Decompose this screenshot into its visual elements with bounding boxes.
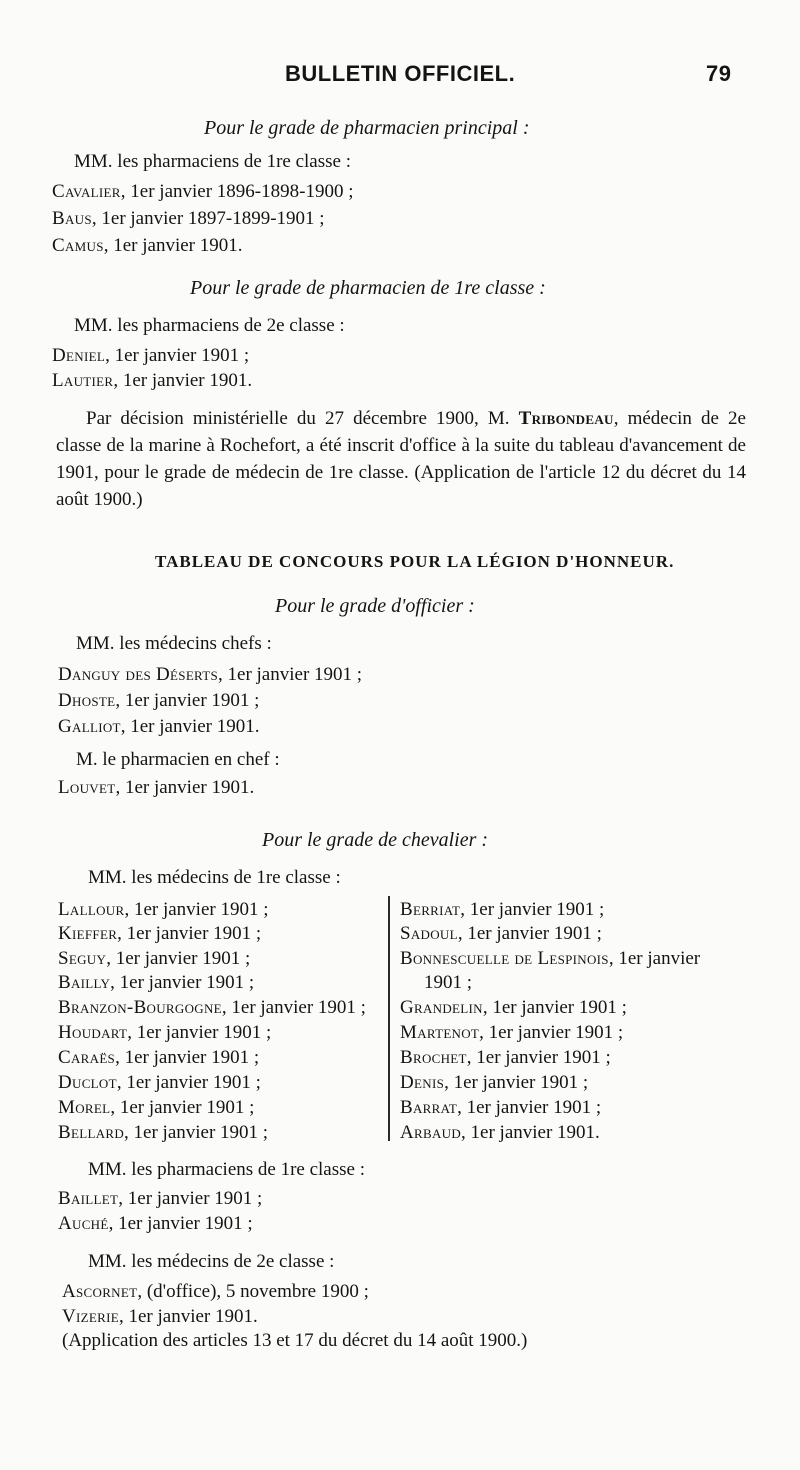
list-item: Branzon-Bourgogne, 1er janvier 1901 ; (58, 997, 366, 1018)
list-item: Bailly, 1er janvier 1901 ; (58, 972, 255, 993)
list-item: Caraës, 1er janvier 1901 ; (58, 1047, 260, 1068)
list-item: Barrat, 1er janvier 1901 ; (400, 1097, 602, 1118)
section-intro: MM. les pharmaciens de 1re classe : (74, 151, 351, 172)
list-item: Ascornet, (d'office), 5 novembre 1900 ; (62, 1281, 369, 1302)
section-heading-pharmacien-principal: Pour le grade de pharmacien principal : (204, 117, 530, 139)
list-item: Brochet, 1er janvier 1901 ; (400, 1047, 611, 1068)
list-item: Grandelin, 1er janvier 1901 ; (400, 997, 627, 1018)
list-item: Bonnescuelle de Lespinois, 1er janvier (400, 948, 701, 969)
list-item: Baillet, 1er janvier 1901 ; (58, 1188, 263, 1209)
column-divider (388, 896, 390, 1141)
section-intro: MM. les médecins chefs : (76, 633, 272, 654)
list-item: Duclot, 1er janvier 1901 ; (58, 1072, 261, 1093)
list-item: Denis, 1er janvier 1901 ; (400, 1072, 589, 1093)
list-item: Bellard, 1er janvier 1901 ; (58, 1122, 269, 1143)
section-heading-pharmacien-1re-classe: Pour le grade de pharmacien de 1re classe : (190, 277, 546, 299)
list-item: Morel, 1er janvier 1901 ; (58, 1097, 255, 1118)
section-intro: MM. les pharmaciens de 2e classe : (74, 315, 345, 336)
list-item: Berriat, 1er janvier 1901 ; (400, 899, 605, 920)
closing-note: (Application des articles 13 et 17 du décret du 14 août 1900.) (62, 1330, 528, 1351)
section-heading-officier: Pour le grade d'officier : (275, 595, 475, 617)
section-intro: M. le pharmacien en chef : (76, 749, 280, 770)
list-item: Sadoul, 1er janvier 1901 ; (400, 923, 602, 944)
list-item: Arbaud, 1er janvier 1901. (400, 1122, 600, 1143)
running-header: BULLETIN OFFICIEL. (285, 61, 516, 86)
list-item: Danguy des Déserts, 1er janvier 1901 ; (58, 664, 363, 685)
section-intro: MM. les médecins de 1re classe : (88, 867, 341, 888)
page-number: 79 (706, 61, 732, 86)
list-item: Lallour, 1er janvier 1901 ; (58, 899, 269, 920)
list-item: Deniel, 1er janvier 1901 ; (52, 345, 250, 366)
list-item: Baus, 1er janvier 1897-1899-1901 ; (52, 208, 325, 229)
list-item: Camus, 1er janvier 1901. (52, 235, 243, 256)
list-item: Auché, 1er janvier 1901 ; (58, 1213, 253, 1234)
list-item: Louvet, 1er janvier 1901. (58, 777, 255, 798)
list-item: Seguy, 1er janvier 1901 ; (58, 948, 251, 969)
section-intro: MM. les médecins de 2e classe : (88, 1251, 335, 1272)
list-item: Lautier, 1er janvier 1901. (52, 370, 253, 391)
list-item: Vizerie, 1er janvier 1901. (62, 1306, 258, 1327)
list-item: Galliot, 1er janvier 1901. (58, 716, 260, 737)
list-item: Dhoste, 1er janvier 1901 ; (58, 690, 260, 711)
list-item: Martenot, 1er janvier 1901 ; (400, 1022, 624, 1043)
table-title: TABLEAU DE CONCOURS POUR LA LÉGION D'HONNEUR. (155, 552, 675, 571)
list-item: Kieffer, 1er janvier 1901 ; (58, 923, 262, 944)
section-intro: MM. les pharmaciens de 1re classe : (88, 1159, 365, 1180)
list-item: Cavalier, 1er janvier 1896-1898-1900 ; (52, 181, 354, 202)
section-heading-chevalier: Pour le grade de chevalier : (262, 829, 489, 851)
decision-paragraph: Par décision ministérielle du 27 décembre 1900, M. Tribondeau, médecin de 2e classe de la marine à Rochefort, a été inscrit d'office à la suite du tableau d'avancement de 1901, pour le grade de médecin de 1re classe. (Application de l'article 12 du décret du 14 août 1900.) (56, 408, 746, 510)
list-item: Houdart, 1er janvier 1901 ; (58, 1022, 272, 1043)
list-item: 1901 ; (424, 972, 473, 993)
